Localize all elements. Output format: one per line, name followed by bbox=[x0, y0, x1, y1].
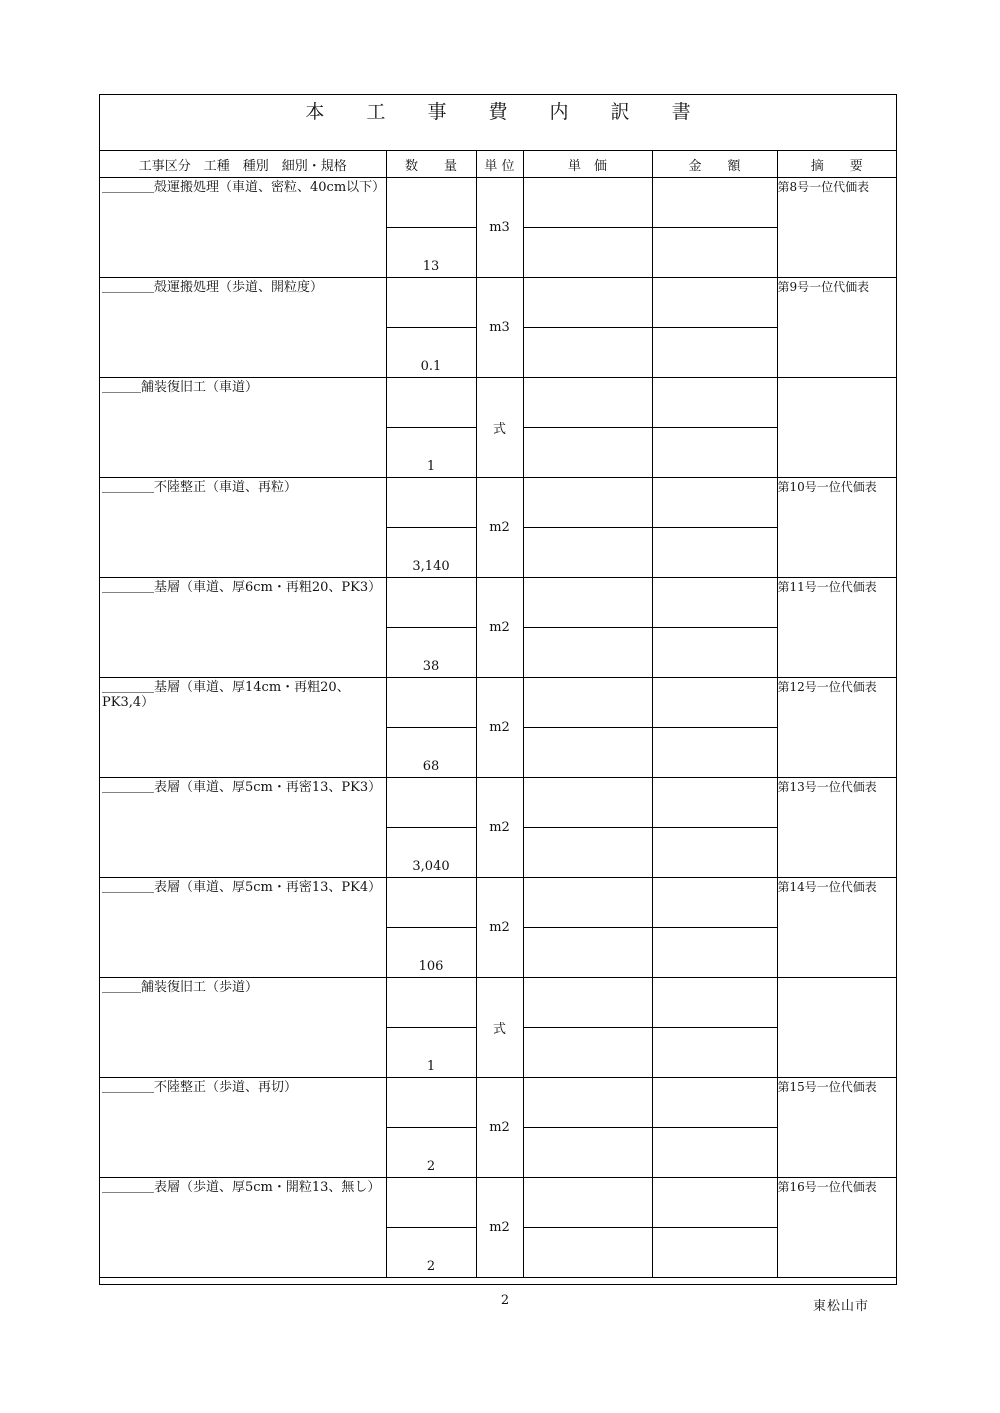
amount-upper-cell bbox=[652, 778, 777, 828]
amount-lower-cell bbox=[652, 1128, 777, 1178]
amount-lower-cell bbox=[652, 428, 777, 478]
city-name: 東松山市 bbox=[812, 1299, 869, 1314]
item-name: ＿＿＿＿表層（車道、厚5cm・再密13、PK4） bbox=[100, 878, 386, 978]
table-row bbox=[100, 278, 896, 328]
item-name: ＿＿＿舗装復旧工（車道） bbox=[100, 378, 386, 478]
amount-lower-cell bbox=[652, 1228, 777, 1278]
qty-upper-cell bbox=[386, 1078, 476, 1128]
qty-upper-cell bbox=[386, 378, 476, 428]
qty-upper-cell bbox=[386, 578, 476, 628]
price-upper-cell bbox=[523, 178, 652, 228]
table-row bbox=[100, 1178, 896, 1228]
price-lower-cell bbox=[523, 1228, 652, 1278]
amount-upper-cell bbox=[652, 678, 777, 728]
amount-lower-cell bbox=[652, 928, 777, 978]
qty-upper-cell bbox=[386, 778, 476, 828]
amount-upper-cell bbox=[652, 1178, 777, 1228]
item-unit: m3 bbox=[476, 178, 523, 278]
price-lower-cell bbox=[523, 528, 652, 578]
item-remark: 第9号一位代価表 bbox=[777, 278, 896, 378]
price-lower-cell bbox=[523, 728, 652, 778]
price-lower-cell bbox=[523, 228, 652, 278]
item-qty: 38 bbox=[386, 628, 476, 678]
table-row bbox=[100, 1078, 896, 1128]
cost-breakdown-sheet bbox=[99, 94, 897, 1285]
item-name: ＿＿＿＿基層（車道、厚6cm・再粗20、PK3） bbox=[100, 578, 386, 678]
header-amount: 金 額 bbox=[652, 151, 777, 178]
price-upper-cell bbox=[523, 778, 652, 828]
amount-lower-cell bbox=[652, 528, 777, 578]
qty-upper-cell bbox=[386, 978, 476, 1028]
table-row bbox=[100, 778, 896, 828]
price-upper-cell bbox=[523, 678, 652, 728]
price-lower-cell bbox=[523, 928, 652, 978]
header-remark: 摘 要 bbox=[777, 151, 896, 178]
item-unit: m2 bbox=[476, 1178, 523, 1278]
item-name: ＿＿＿＿基層（車道、厚14cm・再粗20、PK3,4） bbox=[100, 678, 386, 778]
amount-lower-cell bbox=[652, 628, 777, 678]
amount-upper-cell bbox=[652, 1078, 777, 1128]
table-body bbox=[100, 178, 896, 1278]
item-remark bbox=[777, 378, 896, 478]
item-name: ＿＿＿＿殻運搬処理（車道、密粒、40cm以下） bbox=[100, 178, 386, 278]
table-header-row bbox=[100, 151, 896, 178]
amount-lower-cell bbox=[652, 728, 777, 778]
item-qty: 13 bbox=[386, 228, 476, 278]
price-lower-cell bbox=[523, 628, 652, 678]
item-unit: m2 bbox=[476, 478, 523, 578]
qty-upper-cell bbox=[386, 1178, 476, 1228]
price-upper-cell bbox=[523, 1078, 652, 1128]
amount-upper-cell bbox=[652, 178, 777, 228]
item-remark: 第16号一位代価表 bbox=[777, 1178, 896, 1278]
item-unit: 式 bbox=[476, 378, 523, 478]
item-remark: 第15号一位代価表 bbox=[777, 1078, 896, 1178]
amount-upper-cell bbox=[652, 578, 777, 628]
item-unit: m2 bbox=[476, 678, 523, 778]
item-unit: 式 bbox=[476, 978, 523, 1078]
price-upper-cell bbox=[523, 478, 652, 528]
document-title: 本 工 事 費 内 訳 書 bbox=[100, 95, 896, 151]
item-unit: m3 bbox=[476, 278, 523, 378]
amount-upper-cell bbox=[652, 478, 777, 528]
item-qty: 2 bbox=[386, 1228, 476, 1278]
price-lower-cell bbox=[523, 328, 652, 378]
item-unit: m2 bbox=[476, 778, 523, 878]
header-name: 工事区分 工種 種別 細別・規格 bbox=[100, 151, 386, 178]
item-remark: 第11号一位代価表 bbox=[777, 578, 896, 678]
item-remark: 第12号一位代価表 bbox=[777, 678, 896, 778]
price-lower-cell bbox=[523, 1028, 652, 1078]
table-row bbox=[100, 178, 896, 228]
qty-upper-cell bbox=[386, 178, 476, 228]
item-remark bbox=[777, 978, 896, 1078]
item-remark: 第8号一位代価表 bbox=[777, 178, 896, 278]
item-name: ＿＿＿＿不陸整正（車道、再粒） bbox=[100, 478, 386, 578]
qty-upper-cell bbox=[386, 878, 476, 928]
price-upper-cell bbox=[523, 978, 652, 1028]
item-name: ＿＿＿＿不陸整正（歩道、再切） bbox=[100, 1078, 386, 1178]
item-qty: 3,040 bbox=[386, 828, 476, 878]
price-upper-cell bbox=[523, 578, 652, 628]
item-qty: 1 bbox=[386, 428, 476, 478]
item-remark: 第13号一位代価表 bbox=[777, 778, 896, 878]
item-qty: 0.1 bbox=[386, 328, 476, 378]
item-qty: 3,140 bbox=[386, 528, 476, 578]
price-upper-cell bbox=[523, 878, 652, 928]
amount-upper-cell bbox=[652, 878, 777, 928]
amount-upper-cell bbox=[652, 378, 777, 428]
item-name: ＿＿＿＿殻運搬処理（歩道、開粒度） bbox=[100, 278, 386, 378]
amount-lower-cell bbox=[652, 328, 777, 378]
qty-upper-cell bbox=[386, 278, 476, 328]
price-upper-cell bbox=[523, 278, 652, 328]
item-qty: 2 bbox=[386, 1128, 476, 1178]
header-unit: 単 位 bbox=[476, 151, 523, 178]
price-lower-cell bbox=[523, 828, 652, 878]
item-qty: 68 bbox=[386, 728, 476, 778]
item-unit: m2 bbox=[476, 578, 523, 678]
table-row bbox=[100, 478, 896, 528]
header-price: 単 価 bbox=[523, 151, 652, 178]
table-row bbox=[100, 878, 896, 928]
item-name: ＿＿＿＿表層（車道、厚5cm・再密13、PK3） bbox=[100, 778, 386, 878]
item-qty: 106 bbox=[386, 928, 476, 978]
item-name: ＿＿＿＿表層（歩道、厚5cm・開粒13、無し） bbox=[100, 1178, 386, 1278]
price-upper-cell bbox=[523, 378, 652, 428]
price-lower-cell bbox=[523, 1128, 652, 1178]
table-row bbox=[100, 678, 896, 728]
amount-upper-cell bbox=[652, 278, 777, 328]
header-qty: 数 量 bbox=[386, 151, 476, 178]
item-unit: m2 bbox=[476, 878, 523, 978]
amount-lower-cell bbox=[652, 828, 777, 878]
item-qty: 1 bbox=[386, 1028, 476, 1078]
amount-upper-cell bbox=[652, 978, 777, 1028]
table-row bbox=[100, 578, 896, 628]
item-unit: m2 bbox=[476, 1078, 523, 1178]
price-upper-cell bbox=[523, 1178, 652, 1228]
item-remark: 第10号一位代価表 bbox=[777, 478, 896, 578]
price-lower-cell bbox=[523, 428, 652, 478]
table-row bbox=[100, 378, 896, 428]
amount-lower-cell bbox=[652, 228, 777, 278]
qty-upper-cell bbox=[386, 478, 476, 528]
page-number: 2 bbox=[500, 1293, 510, 1308]
item-remark: 第14号一位代価表 bbox=[777, 878, 896, 978]
table-row bbox=[100, 978, 896, 1028]
cost-table bbox=[100, 151, 896, 1278]
item-name: ＿＿＿舗装復旧工（歩道） bbox=[100, 978, 386, 1078]
qty-upper-cell bbox=[386, 678, 476, 728]
amount-lower-cell bbox=[652, 1028, 777, 1078]
